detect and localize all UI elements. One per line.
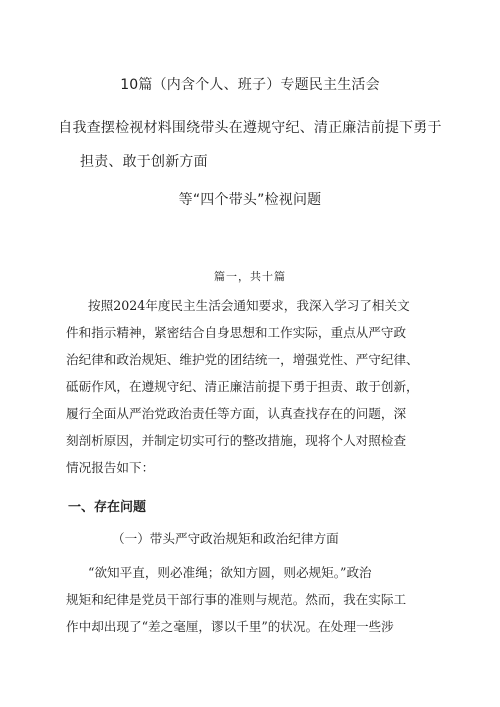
doc-title-line-1: 10篇（内含个人、班子）专题民主生活会 xyxy=(120,77,380,93)
subsection-heading: （一）带头严守政治规矩和政治纪律方面 xyxy=(112,531,339,546)
doc-title-line-2: 自我查摆检视材料围绕带头在遵规守纪、清正廉洁前提下勇于 xyxy=(58,120,442,136)
paragraph-line: 情况报告如下： xyxy=(66,460,155,475)
paragraph-line: 件和指示精神，紧密结合自身思想和工作实际，重点从严守政 xyxy=(66,325,407,340)
paragraph-line: 刻剖析原因，并制定切实可行的整改措施，现将个人对照检查 xyxy=(66,433,407,448)
doc-title-line-4: 等“四个带头”检视问题 xyxy=(178,192,322,208)
paragraph-line: 履行全面从严治党政治责任等方面，认真查找存在的问题，深 xyxy=(66,406,407,421)
paragraph-line: 按照2024年度民主生活会通知要求，我深入学习了相关文 xyxy=(88,298,410,313)
paragraph-line: 规矩和纪律是党员干部行事的准则与规范。然而，我在实际工 xyxy=(66,592,407,607)
paragraph-line: 作中却出现了“差之毫厘，谬以千里”的状况。在处理一些涉 xyxy=(66,619,394,634)
doc-title-line-3: 担责、敢于创新方面 xyxy=(80,154,208,170)
intro-paragraph xyxy=(66,292,446,481)
body-paragraph xyxy=(66,559,446,640)
paragraph-line: 治纪律和政治规矩、维护党的团结统一，增强党性、严守纪律、 xyxy=(66,352,419,367)
doc-subtitle: 篇一，共十篇 xyxy=(214,270,286,283)
paragraph-line: “欲知平直，则必准绳；欲知方圆，则必规矩。”政治 xyxy=(88,565,372,580)
section-heading: 一、存在问题 xyxy=(68,500,147,515)
paragraph-line: 砥砺作风，在遵规守纪、清正廉洁前提下勇于担责、敢于创新， xyxy=(66,379,419,394)
